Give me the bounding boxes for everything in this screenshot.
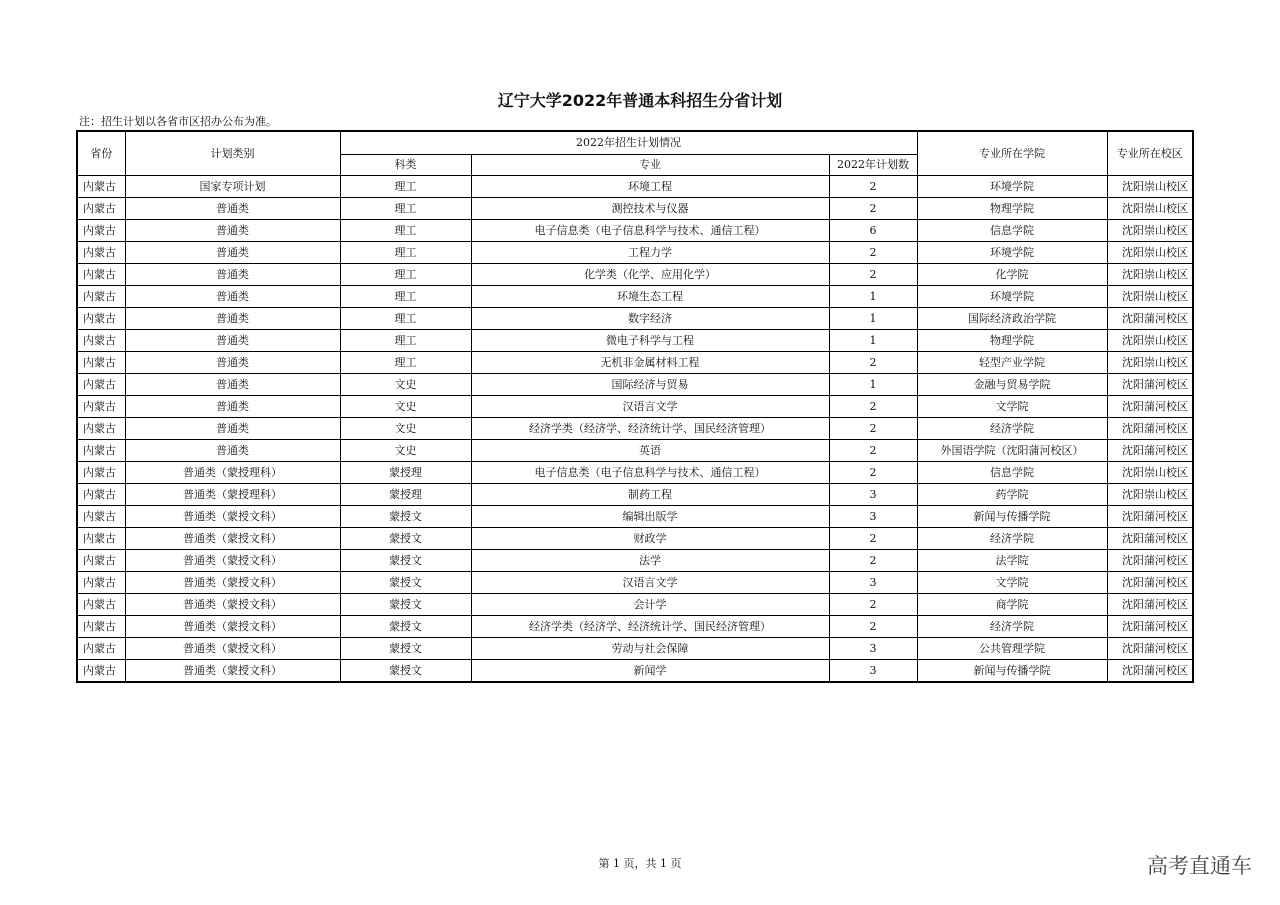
table-row — [77, 594, 1193, 616]
cell-college: 国际经济政治学院 — [917, 308, 1107, 330]
cell-province: 内蒙古 — [77, 528, 125, 550]
table-row — [77, 352, 1193, 374]
cell-subject: 蒙授文 — [340, 528, 471, 550]
header-major: 专业 — [471, 155, 829, 176]
cell-major: 环境生态工程 — [471, 286, 829, 308]
cell-plan-type: 普通类 — [125, 330, 340, 352]
cell-campus: 沈阳蒲河校区 — [1107, 396, 1193, 418]
cell-count: 2 — [829, 594, 917, 616]
cell-plan-type: 普通类 — [125, 198, 340, 220]
cell-plan-type: 普通类 — [125, 440, 340, 462]
cell-college: 轻型产业学院 — [917, 352, 1107, 374]
cell-campus: 沈阳蒲河校区 — [1107, 440, 1193, 462]
watermark: 高考直通车 — [1147, 854, 1252, 878]
cell-province: 内蒙古 — [77, 308, 125, 330]
cell-province: 内蒙古 — [77, 264, 125, 286]
cell-province: 内蒙古 — [77, 396, 125, 418]
cell-major: 编辑出版学 — [471, 506, 829, 528]
cell-campus: 沈阳蒲河校区 — [1107, 528, 1193, 550]
cell-campus: 沈阳崇山校区 — [1107, 264, 1193, 286]
cell-plan-type: 普通类 — [125, 286, 340, 308]
table-row — [77, 242, 1193, 264]
cell-campus: 沈阳蒲河校区 — [1107, 418, 1193, 440]
cell-subject: 蒙授文 — [340, 638, 471, 660]
table-row — [77, 396, 1193, 418]
cell-plan-type: 普通类（蒙授理科） — [125, 462, 340, 484]
cell-subject: 理工 — [340, 242, 471, 264]
cell-count: 2 — [829, 352, 917, 374]
header-province: 省份 — [77, 131, 125, 176]
cell-count: 1 — [829, 308, 917, 330]
header-campus: 专业所在校区 — [1107, 131, 1193, 176]
table-row — [77, 528, 1193, 550]
cell-count: 3 — [829, 506, 917, 528]
cell-plan-type: 普通类 — [125, 242, 340, 264]
cell-campus: 沈阳蒲河校区 — [1107, 572, 1193, 594]
cell-major: 经济学类（经济学、经济统计学、国民经济管理） — [471, 616, 829, 638]
cell-province: 内蒙古 — [77, 330, 125, 352]
header-plan-type: 计划类别 — [125, 131, 340, 176]
cell-subject: 理工 — [340, 330, 471, 352]
cell-major: 工程力学 — [471, 242, 829, 264]
cell-plan-type: 普通类（蒙授文科） — [125, 616, 340, 638]
page-footer: 第 1 页，共 1 页 — [598, 857, 682, 870]
cell-subject: 文史 — [340, 418, 471, 440]
cell-province: 内蒙古 — [77, 616, 125, 638]
cell-subject: 理工 — [340, 286, 471, 308]
cell-subject: 理工 — [340, 198, 471, 220]
cell-college: 经济学院 — [917, 528, 1107, 550]
cell-count: 2 — [829, 176, 917, 198]
cell-subject: 蒙授理 — [340, 462, 471, 484]
cell-college: 经济学院 — [917, 616, 1107, 638]
cell-province: 内蒙古 — [77, 242, 125, 264]
cell-count: 2 — [829, 242, 917, 264]
header-subject: 科类 — [340, 155, 471, 176]
cell-plan-type: 普通类 — [125, 220, 340, 242]
cell-campus: 沈阳崇山校区 — [1107, 330, 1193, 352]
cell-subject: 文史 — [340, 374, 471, 396]
table-row — [77, 198, 1193, 220]
cell-count: 1 — [829, 330, 917, 352]
cell-college: 外国语学院（沈阳蒲河校区） — [917, 440, 1107, 462]
cell-plan-type: 普通类 — [125, 264, 340, 286]
table-row — [77, 550, 1193, 572]
cell-campus: 沈阳崇山校区 — [1107, 352, 1193, 374]
cell-campus: 沈阳崇山校区 — [1107, 242, 1193, 264]
table-row — [77, 462, 1193, 484]
cell-campus: 沈阳蒲河校区 — [1107, 594, 1193, 616]
cell-major: 汉语言文学 — [471, 572, 829, 594]
cell-college: 物理学院 — [917, 330, 1107, 352]
enrollment-plan-table — [76, 130, 1194, 683]
cell-college: 环境学院 — [917, 242, 1107, 264]
cell-count: 2 — [829, 396, 917, 418]
cell-province: 内蒙古 — [77, 374, 125, 396]
cell-campus: 沈阳蒲河校区 — [1107, 638, 1193, 660]
cell-count: 2 — [829, 440, 917, 462]
table-row — [77, 308, 1193, 330]
cell-college: 公共管理学院 — [917, 638, 1107, 660]
table-row — [77, 440, 1193, 462]
cell-major: 经济学类（经济学、经济统计学、国民经济管理） — [471, 418, 829, 440]
cell-province: 内蒙古 — [77, 352, 125, 374]
cell-campus: 沈阳崇山校区 — [1107, 220, 1193, 242]
cell-major: 会计学 — [471, 594, 829, 616]
cell-major: 法学 — [471, 550, 829, 572]
cell-subject: 蒙授文 — [340, 594, 471, 616]
cell-province: 内蒙古 — [77, 506, 125, 528]
table-row — [77, 638, 1193, 660]
cell-count: 1 — [829, 286, 917, 308]
cell-subject: 蒙授文 — [340, 572, 471, 594]
cell-major: 国际经济与贸易 — [471, 374, 829, 396]
cell-major: 制药工程 — [471, 484, 829, 506]
cell-major: 电子信息类（电子信息科学与技术、通信工程） — [471, 462, 829, 484]
cell-college: 环境学院 — [917, 286, 1107, 308]
cell-plan-type: 普通类（蒙授文科） — [125, 550, 340, 572]
cell-major: 劳动与社会保障 — [471, 638, 829, 660]
cell-college: 经济学院 — [917, 418, 1107, 440]
cell-count: 2 — [829, 528, 917, 550]
cell-count: 1 — [829, 374, 917, 396]
cell-campus: 沈阳蒲河校区 — [1107, 550, 1193, 572]
cell-college: 新闻与传播学院 — [917, 660, 1107, 683]
cell-plan-type: 普通类 — [125, 352, 340, 374]
cell-subject: 蒙授文 — [340, 550, 471, 572]
cell-plan-type: 普通类（蒙授理科） — [125, 484, 340, 506]
header-college: 专业所在学院 — [917, 131, 1107, 176]
cell-province: 内蒙古 — [77, 440, 125, 462]
table-row — [77, 484, 1193, 506]
cell-count: 2 — [829, 616, 917, 638]
cell-major: 环境工程 — [471, 176, 829, 198]
cell-campus: 沈阳蒲河校区 — [1107, 616, 1193, 638]
cell-campus: 沈阳蒲河校区 — [1107, 660, 1193, 683]
cell-plan-type: 普通类（蒙授文科） — [125, 594, 340, 616]
cell-campus: 沈阳蒲河校区 — [1107, 308, 1193, 330]
cell-major: 财政学 — [471, 528, 829, 550]
note-text: 注：招生计划以各省市区招办公布为准。 — [79, 115, 277, 128]
cell-plan-type: 国家专项计划 — [125, 176, 340, 198]
cell-province: 内蒙古 — [77, 484, 125, 506]
cell-province: 内蒙古 — [77, 418, 125, 440]
cell-college: 商学院 — [917, 594, 1107, 616]
cell-college: 文学院 — [917, 396, 1107, 418]
header-count: 2022年计划数 — [829, 155, 917, 176]
cell-count: 3 — [829, 660, 917, 683]
cell-major: 数字经济 — [471, 308, 829, 330]
cell-college: 化学院 — [917, 264, 1107, 286]
cell-campus: 沈阳崇山校区 — [1107, 176, 1193, 198]
cell-subject: 蒙授文 — [340, 616, 471, 638]
cell-subject: 理工 — [340, 220, 471, 242]
cell-college: 法学院 — [917, 550, 1107, 572]
cell-subject: 蒙授文 — [340, 506, 471, 528]
cell-subject: 蒙授理 — [340, 484, 471, 506]
cell-college: 金融与贸易学院 — [917, 374, 1107, 396]
table-row — [77, 506, 1193, 528]
cell-plan-type: 普通类 — [125, 308, 340, 330]
cell-college: 信息学院 — [917, 462, 1107, 484]
cell-campus: 沈阳蒲河校区 — [1107, 374, 1193, 396]
cell-major: 汉语言文学 — [471, 396, 829, 418]
cell-province: 内蒙古 — [77, 198, 125, 220]
cell-major: 化学类（化学、应用化学） — [471, 264, 829, 286]
header-plan-group: 2022年招生计划情况 — [340, 131, 917, 155]
cell-major: 测控技术与仪器 — [471, 198, 829, 220]
cell-campus: 沈阳崇山校区 — [1107, 484, 1193, 506]
cell-province: 内蒙古 — [77, 462, 125, 484]
cell-plan-type: 普通类（蒙授文科） — [125, 572, 340, 594]
cell-major: 英语 — [471, 440, 829, 462]
table-row — [77, 176, 1193, 198]
cell-plan-type: 普通类 — [125, 374, 340, 396]
table-row — [77, 572, 1193, 594]
cell-count: 2 — [829, 264, 917, 286]
cell-college: 文学院 — [917, 572, 1107, 594]
document-title: 辽宁大学2022年普通本科招生分省计划 — [497, 91, 783, 110]
cell-subject: 文史 — [340, 440, 471, 462]
cell-plan-type: 普通类（蒙授文科） — [125, 638, 340, 660]
cell-subject: 理工 — [340, 176, 471, 198]
cell-province: 内蒙古 — [77, 176, 125, 198]
cell-province: 内蒙古 — [77, 572, 125, 594]
cell-count: 3 — [829, 572, 917, 594]
cell-campus: 沈阳蒲河校区 — [1107, 506, 1193, 528]
cell-plan-type: 普通类（蒙授文科） — [125, 506, 340, 528]
cell-count: 2 — [829, 462, 917, 484]
cell-plan-type: 普通类 — [125, 418, 340, 440]
cell-plan-type: 普通类（蒙授文科） — [125, 660, 340, 683]
cell-campus: 沈阳崇山校区 — [1107, 286, 1193, 308]
cell-plan-type: 普通类 — [125, 396, 340, 418]
cell-count: 3 — [829, 484, 917, 506]
table-row — [77, 616, 1193, 638]
cell-count: 2 — [829, 550, 917, 572]
cell-major: 电子信息类（电子信息科学与技术、通信工程） — [471, 220, 829, 242]
cell-major: 无机非金属材料工程 — [471, 352, 829, 374]
cell-province: 内蒙古 — [77, 638, 125, 660]
cell-province: 内蒙古 — [77, 550, 125, 572]
table-row — [77, 220, 1193, 242]
cell-college: 物理学院 — [917, 198, 1107, 220]
cell-major: 微电子科学与工程 — [471, 330, 829, 352]
cell-major: 新闻学 — [471, 660, 829, 683]
table-row — [77, 374, 1193, 396]
table-row — [77, 330, 1193, 352]
cell-count: 2 — [829, 418, 917, 440]
cell-count: 2 — [829, 198, 917, 220]
table-row — [77, 264, 1193, 286]
cell-province: 内蒙古 — [77, 220, 125, 242]
cell-count: 6 — [829, 220, 917, 242]
cell-subject: 理工 — [340, 264, 471, 286]
cell-plan-type: 普通类（蒙授文科） — [125, 528, 340, 550]
table-body — [77, 176, 1193, 683]
cell-province: 内蒙古 — [77, 660, 125, 683]
cell-campus: 沈阳崇山校区 — [1107, 462, 1193, 484]
table-row — [77, 660, 1193, 683]
cell-subject: 文史 — [340, 396, 471, 418]
table-row — [77, 418, 1193, 440]
cell-count: 3 — [829, 638, 917, 660]
cell-college: 药学院 — [917, 484, 1107, 506]
cell-subject: 蒙授文 — [340, 660, 471, 683]
cell-campus: 沈阳崇山校区 — [1107, 198, 1193, 220]
cell-province: 内蒙古 — [77, 286, 125, 308]
table-row — [77, 286, 1193, 308]
cell-subject: 理工 — [340, 308, 471, 330]
cell-subject: 理工 — [340, 352, 471, 374]
cell-college: 环境学院 — [917, 176, 1107, 198]
cell-province: 内蒙古 — [77, 594, 125, 616]
cell-college: 新闻与传播学院 — [917, 506, 1107, 528]
cell-college: 信息学院 — [917, 220, 1107, 242]
